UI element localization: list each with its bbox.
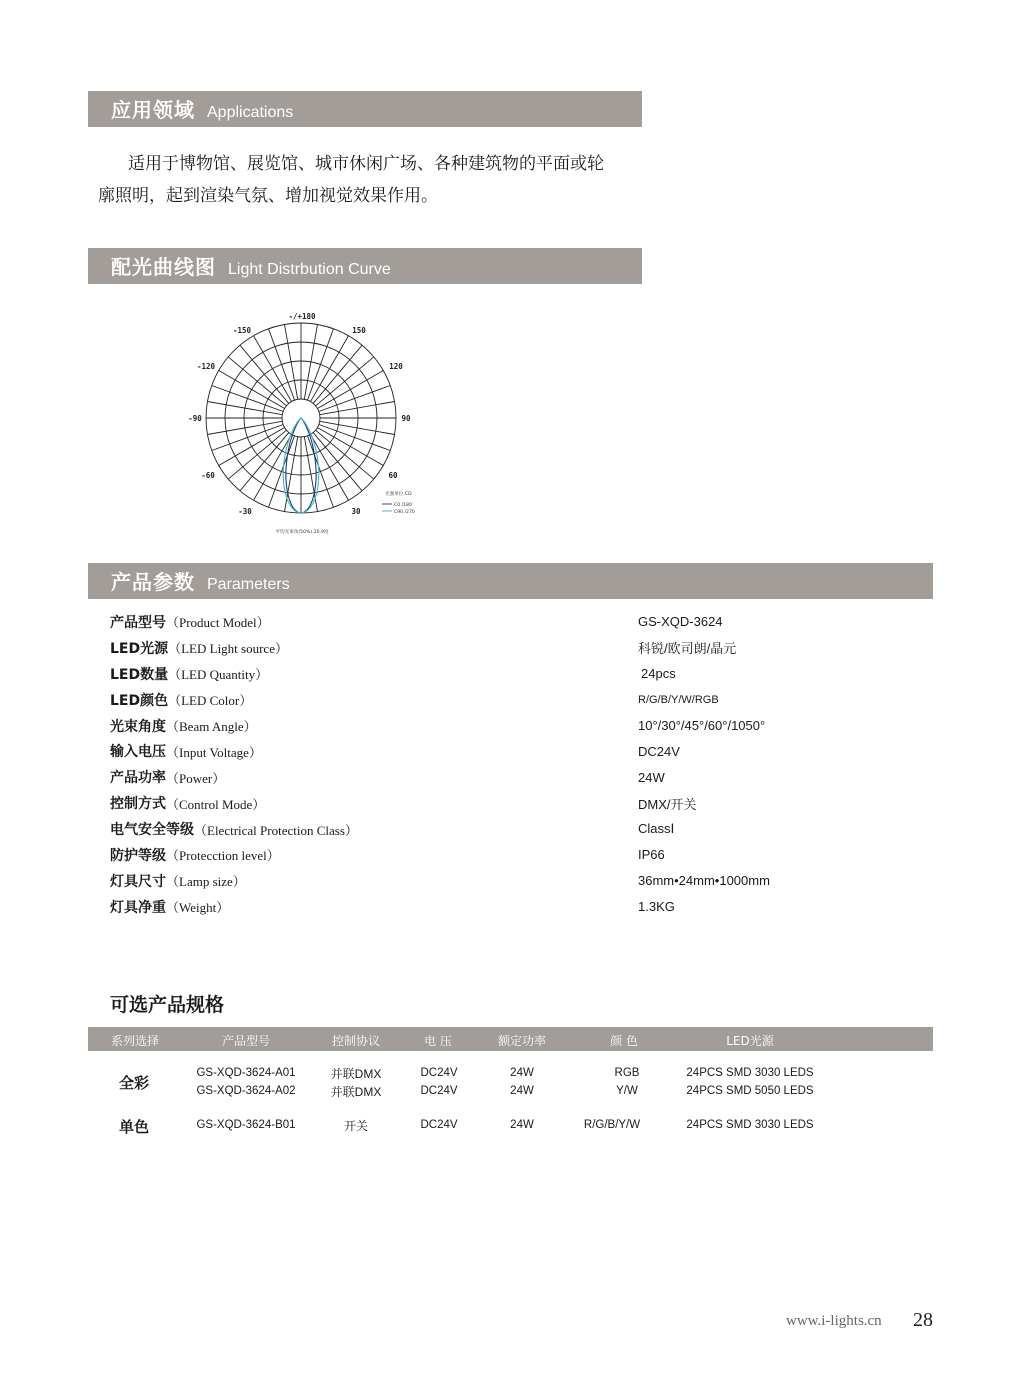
param-row xyxy=(110,687,830,713)
polar-spoke xyxy=(269,436,295,507)
spec-color: R/G/B/Y/W xyxy=(583,1119,641,1131)
param-label-en: （Input Voltage） xyxy=(166,744,262,760)
param-label-en: （Beam Angle） xyxy=(166,719,257,734)
param-label-en: （Power） xyxy=(166,770,226,786)
angle-label-neg120: -120 xyxy=(196,362,216,371)
polar-spoke xyxy=(320,402,395,415)
parameters-title-cn: 产品参数 xyxy=(111,570,195,594)
param-row xyxy=(110,816,830,842)
param-value: 24W xyxy=(638,769,665,785)
spec-color: RGB xyxy=(614,1067,640,1079)
applications-header xyxy=(88,91,642,127)
angle-label-neg150: -150 xyxy=(232,326,252,335)
header-model: 产品型号 xyxy=(221,1034,271,1048)
spec-led-source: 24PCS SMD 3030 LEDS xyxy=(686,1119,814,1131)
spec-voltage: DC24V xyxy=(420,1119,458,1131)
spec-power: 24W xyxy=(510,1085,534,1097)
param-label-en: （Lamp size） xyxy=(166,874,246,890)
param-value: IP66 xyxy=(638,847,665,863)
polar-spoke xyxy=(320,421,395,434)
angle-label-neg90: -90 xyxy=(188,414,202,423)
param-label-en: （Product Model） xyxy=(166,615,270,631)
param-label-cn: 防护等级 xyxy=(110,847,166,864)
param-row xyxy=(110,661,830,687)
angle-label-30: 30 xyxy=(351,507,361,516)
param-label-cn: 输入电压 xyxy=(110,744,166,761)
param-value: 10°/30°/45°/60°/1050° xyxy=(638,718,766,733)
options-table-header xyxy=(88,1027,933,1051)
polar-spoke xyxy=(269,329,295,400)
spec-voltage: DC24V xyxy=(420,1085,458,1097)
param-label-cn: LED数量 xyxy=(110,666,169,683)
curve-header xyxy=(88,248,642,284)
param-label-cn: 产品功率 xyxy=(110,770,166,787)
polar-spoke xyxy=(212,424,283,450)
param-row xyxy=(110,635,830,661)
angle-label-180: -/+180 xyxy=(288,312,316,321)
polar-spoke xyxy=(307,329,333,400)
page-number: 28 xyxy=(913,1309,933,1331)
param-row xyxy=(110,868,830,894)
param-label-en: （LED Light source） xyxy=(168,641,288,657)
spec-voltage: DC24V xyxy=(420,1067,458,1079)
param-row xyxy=(110,842,830,868)
param-value: 科锐/欧司朗/晶元 xyxy=(638,641,737,657)
spec-protocol: 并联DMX xyxy=(330,1085,382,1099)
legend-c90: C90 /270 xyxy=(394,510,415,515)
header-led-source: LED光源 xyxy=(726,1034,774,1048)
param-label-cn: LED颜色 xyxy=(110,692,169,709)
angle-label-90: 90 xyxy=(401,414,411,423)
polar-spoke xyxy=(285,324,298,399)
spec-model: GS-XQD-3624-A01 xyxy=(196,1067,296,1079)
param-label-en: （Control Mode） xyxy=(166,796,266,812)
applications-line-1: 适用于博物馆、展览馆、城市休闲广场、各种建筑物的平面或轮 xyxy=(128,154,604,174)
param-row xyxy=(110,609,830,635)
param-value: 1.3KG xyxy=(638,899,675,915)
footer-url[interactable]: www.i-lights.cn xyxy=(786,1313,882,1329)
param-value: R/G/B/Y/W/RGB xyxy=(638,693,719,706)
polar-spoke xyxy=(207,421,282,434)
legend-unit: 光强单位:CD xyxy=(385,492,412,497)
applications-title-en: Applications xyxy=(207,104,294,121)
legend-c0: C0 /180 xyxy=(394,503,412,508)
angle-label-150: 150 xyxy=(352,326,366,335)
spec-model: GS-XQD-3624-B01 xyxy=(196,1119,296,1131)
options-title: 可选产品规格 xyxy=(110,994,225,1016)
series-single-color: 单色 xyxy=(118,1118,150,1136)
spec-protocol: 并联DMX xyxy=(330,1067,382,1081)
polar-spoke xyxy=(319,424,390,450)
param-label-en: （Weight） xyxy=(166,900,230,916)
param-row xyxy=(110,738,830,764)
param-value: DMX/开关 xyxy=(638,796,697,812)
polar-spoke xyxy=(307,436,333,507)
param-value: ClassⅠ xyxy=(638,821,675,837)
param-value: 36mm•24mm•1000mm xyxy=(638,873,770,889)
spec-led-source: 24PCS SMD 3030 LEDS xyxy=(686,1067,814,1079)
param-label-en: （LED Color） xyxy=(168,693,253,709)
header-power: 额定功率 xyxy=(497,1034,547,1048)
param-value: DC24V xyxy=(638,743,680,759)
header-protocol: 控制协议 xyxy=(331,1034,381,1048)
spec-model: GS-XQD-3624-A02 xyxy=(196,1085,296,1097)
parameters-header xyxy=(88,563,933,599)
param-label-cn: 产品型号 xyxy=(110,614,166,631)
param-label-en: （Electrical Protection Class） xyxy=(194,822,358,838)
param-label-cn: 灯具尺寸 xyxy=(110,873,166,890)
polar-spoke xyxy=(212,386,283,412)
header-series: 系列选择 xyxy=(110,1034,160,1048)
beam-angle-caption: 平均光束角(50%):20.9度 xyxy=(275,530,329,535)
polar-spoke xyxy=(319,386,390,412)
applications-title-cn: 应用领域 xyxy=(111,98,195,122)
light-distribution-polar-chart xyxy=(178,305,428,537)
parameters-title-en: Parameters xyxy=(207,576,290,593)
param-value: 24pcs xyxy=(641,666,676,682)
angle-label-120: 120 xyxy=(389,362,403,371)
param-label-en: （LED Quantity） xyxy=(168,667,269,683)
spec-protocol: 开关 xyxy=(343,1119,369,1133)
header-color: 颜 色 xyxy=(610,1034,638,1048)
spec-color: Y/W xyxy=(616,1085,638,1097)
curve-title-en: Light Distrbution Curve xyxy=(228,261,391,278)
applications-line-2: 廓照明，起到渲染气氛、增加视觉效果作用。 xyxy=(98,186,438,206)
param-row xyxy=(110,790,830,816)
curve-title-cn: 配光曲线图 xyxy=(111,255,216,279)
param-row xyxy=(110,764,830,790)
angle-label-60: 60 xyxy=(388,471,398,480)
spec-power: 24W xyxy=(510,1119,534,1131)
param-label-cn: 控制方式 xyxy=(110,796,166,813)
param-label-cn: LED光源 xyxy=(110,640,169,657)
polar-spoke xyxy=(304,324,317,399)
param-label-en: （Protecction level） xyxy=(166,848,280,864)
series-full-color: 全彩 xyxy=(118,1074,150,1092)
polar-spoke xyxy=(207,402,282,415)
spec-led-source: 24PCS SMD 5050 LEDS xyxy=(686,1085,814,1097)
applications-text xyxy=(98,148,658,212)
param-value: GS-XQD-3624 xyxy=(638,614,723,630)
angle-label-neg60: -60 xyxy=(201,471,215,480)
param-label-cn: 灯具净重 xyxy=(110,899,166,916)
param-label-cn: 光束角度 xyxy=(110,718,166,735)
header-voltage: 电 压 xyxy=(424,1034,452,1048)
parameters-list xyxy=(110,609,830,920)
angle-label-neg30: -30 xyxy=(238,507,252,516)
param-row xyxy=(110,713,830,739)
param-label-cn: 电气安全等级 xyxy=(110,822,194,839)
spec-power: 24W xyxy=(510,1067,534,1079)
param-row xyxy=(110,894,830,920)
